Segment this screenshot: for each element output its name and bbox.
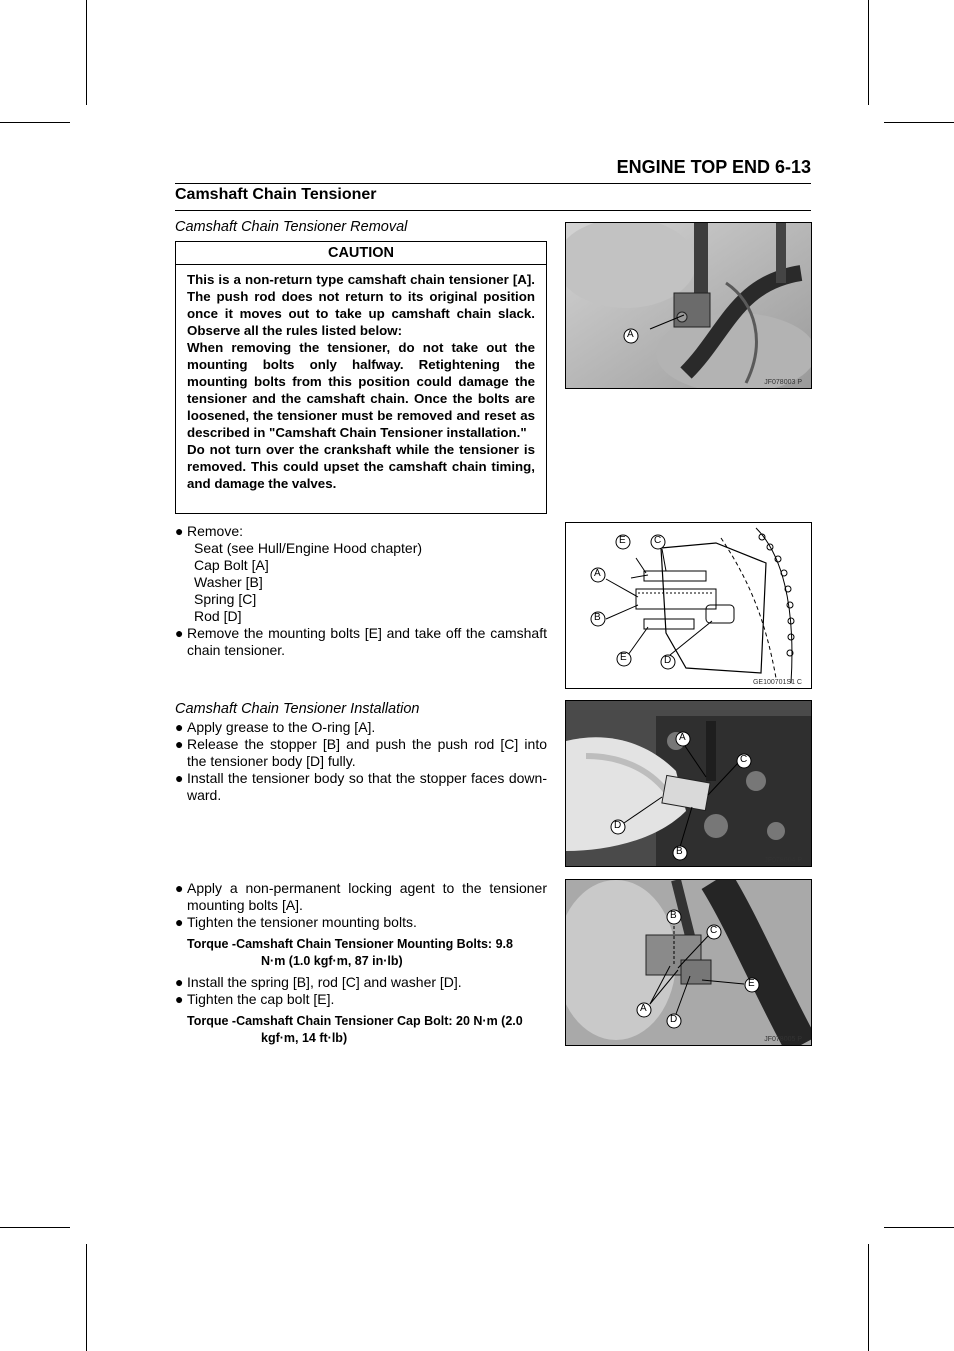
bullet-icon: ● <box>175 914 184 930</box>
installation-subtitle: Camshaft Chain Tensioner Installation <box>175 701 420 717</box>
removal-steps <box>175 523 547 659</box>
caution-paragraph: When removing the tensioner, do not take out the mounting bolts only halfway. Retightening the mounting bolts from this position could damage the tensioner and the camshaft chain. Once the bolts are loosened, the tensioner must be removed and reset as described in "Camshaft Chain Tensioner installation." <box>187 340 535 440</box>
crop-mark <box>0 1227 70 1228</box>
remove-item: Washer [B] <box>194 574 263 590</box>
torque-spec <box>175 936 547 970</box>
list-item: ● Remove: <box>175 523 244 539</box>
remove-item: Seat (see Hull/Engine Hood chapter) <box>194 540 423 556</box>
section-rule <box>175 210 811 211</box>
figure-tensioner-photo <box>565 222 812 389</box>
callout-label: E <box>620 652 627 663</box>
callout-label: B <box>676 846 683 857</box>
callout-label: C <box>710 925 718 936</box>
list-item: ● Install the spring [B], rod [C] and washer [D]. <box>175 974 462 990</box>
bullet-icon: ● <box>175 523 184 539</box>
bullet-icon: ● <box>175 625 184 641</box>
caution-paragraph: This is a non-return type camshaft chain tensioner [A]. The push rod does not return to its original position once it moves out to take up camshaft chain slack. Observe all the rules listed below: <box>187 272 535 338</box>
caution-body <box>176 265 546 492</box>
callout-label: C <box>740 754 748 765</box>
bullet-icon: ● <box>175 880 184 896</box>
bullet-icon: ● <box>175 991 184 1007</box>
section-title: Camshaft Chain Tensioner <box>175 186 377 203</box>
crop-mark <box>0 122 70 123</box>
list-item: ● Tighten the cap bolt [E]. <box>175 991 335 1007</box>
removal-subtitle: Camshaft Chain Tensioner Removal <box>175 219 408 235</box>
crop-mark <box>868 1244 869 1351</box>
callout-label: A <box>679 732 686 743</box>
callout-label: D <box>670 1014 678 1025</box>
caution-box <box>175 241 547 514</box>
figure-code: JF078003 P <box>764 379 802 386</box>
list-item: ● Apply grease to the O-ring [A]. <box>175 719 376 735</box>
callout-label: A <box>627 329 634 340</box>
caution-paragraph: Do not turn over the crankshaft while the tensioner is removed. This could upset the camshaft chain timing, and damage the valves. <box>187 442 535 491</box>
crop-mark <box>86 0 87 105</box>
figure-code: GE100701S1 C <box>752 679 802 686</box>
callout-label: E <box>748 978 755 989</box>
crop-mark <box>86 1244 87 1351</box>
list-item: ● Apply a non-permanent locking agent to the tensioner mounting bolts [A]. <box>175 880 547 913</box>
list-item: ● Install the tensioner body so that the stopper faces downward. <box>175 770 547 803</box>
crop-mark <box>868 0 869 105</box>
callout-label: D <box>664 655 672 666</box>
callout-label: D <box>614 820 622 831</box>
remove-item: Cap Bolt [A] <box>194 557 269 573</box>
remove-item: Rod [D] <box>194 608 242 624</box>
list-item: ● Tighten the tensioner mounting bolts. <box>175 914 417 930</box>
list-item: ● Release the stopper [B] and push the push rod [C] into the tensioner body [D] fully. <box>175 736 547 769</box>
crop-mark <box>884 1227 954 1228</box>
torque-value: Camshaft Chain Tensioner Cap Bolt: 20 N·m (2.0 <box>236 1014 523 1028</box>
installation-steps-b <box>175 880 547 1051</box>
figure-code: JF078005 P <box>764 1036 802 1043</box>
callout-label: A <box>640 1003 647 1014</box>
callout-label: B <box>594 612 601 623</box>
bullet-icon: ● <box>175 736 184 752</box>
remove-item: Spring [C] <box>194 591 257 607</box>
torque-key: Torque - <box>187 1014 237 1028</box>
bullet-icon: ● <box>175 719 184 735</box>
caution-title: CAUTION <box>176 242 546 265</box>
bullet-icon: ● <box>175 974 184 990</box>
bullet-icon: ● <box>175 770 184 786</box>
figure-code: JF078004 P <box>764 857 802 864</box>
torque-value: kgf·m, 14 ft·lb) <box>261 1031 348 1045</box>
callout-label: C <box>654 535 662 546</box>
torque-value: N·m (1.0 kgf·m, 87 in·lb) <box>261 954 403 968</box>
torque-key: Torque - <box>187 937 237 951</box>
torque-value: Camshaft Chain Tensioner Mounting Bolts: 9.8 <box>236 937 513 951</box>
figure-tensioner-diagram <box>565 522 812 689</box>
callout-label: B <box>670 910 677 921</box>
torque-spec <box>175 1013 547 1047</box>
page-header: ENGINE TOP END 6-13 <box>616 157 811 177</box>
figure-install-photo <box>565 700 812 867</box>
list-item: ● Remove the mounting bolts [E] and take off the camshaft chain tensioner. <box>175 625 547 658</box>
crop-mark <box>884 122 954 123</box>
header-rule <box>175 183 811 184</box>
installation-steps-a <box>175 719 547 804</box>
figure-capbolt-photo <box>565 879 812 1046</box>
callout-label: E <box>619 535 626 546</box>
callout-label: A <box>594 568 601 579</box>
